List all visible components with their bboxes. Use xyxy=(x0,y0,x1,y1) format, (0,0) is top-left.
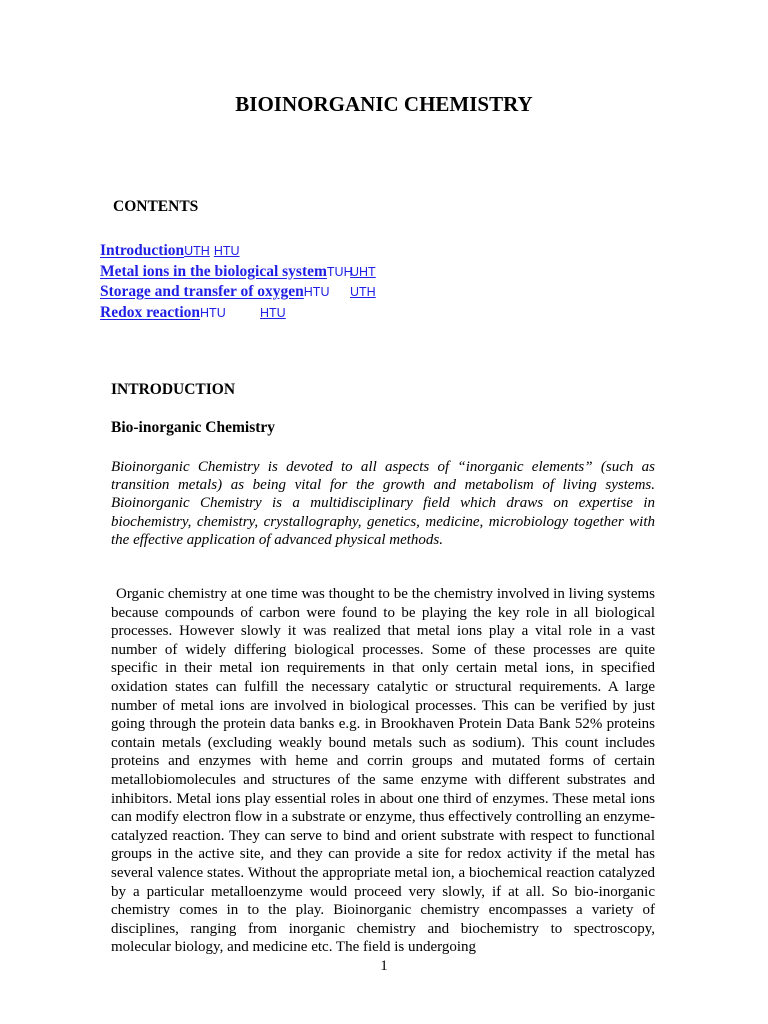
toc-link-storage-oxygen[interactable]: Storage and transfer of oxygen xyxy=(100,283,304,300)
toc-item-redox xyxy=(100,303,353,324)
toc-link-code[interactable]: HTU xyxy=(303,285,330,299)
toc-link-introduction[interactable]: Introduction xyxy=(100,242,185,259)
toc-link-code[interactable]: HTU xyxy=(200,305,226,320)
toc-item-introduction xyxy=(100,241,353,262)
document-title: BIOINORGANIC CHEMISTRY xyxy=(235,92,533,116)
toc-link-code[interactable]: HTU xyxy=(260,305,286,320)
italic-definition-paragraph: Bioinorganic Chemistry is devoted to all aspects of “inorganic elements” (such as transition metals) as being vital for the growth and metabolism of living systems. Bioinorganic Chemistry is a multidisciplinary field which draws on expertise in biochemistry, chemistry, crystallography, genetics, medicine, microbiology together with the effective application of advanced physical methods. xyxy=(111,459,655,548)
toc-item-storage-oxygen xyxy=(100,282,376,303)
toc-link-metal-ions[interactable]: Metal ions in the biological system xyxy=(100,262,327,280)
page-number: 1 xyxy=(380,958,388,974)
toc-item-metal-ions xyxy=(100,262,376,283)
toc-link-code[interactable]: UTH xyxy=(350,285,376,299)
contents-heading: CONTENTS xyxy=(113,198,199,215)
toc-link-code[interactable]: UTH xyxy=(184,244,210,258)
table-of-contents xyxy=(100,241,376,323)
toc-link-code[interactable]: TUH xyxy=(326,264,353,279)
body-paragraph: Organic chemistry at one time was thought to be the chemistry involved in living systems because compounds of carbon were found to be playing the key role in all biological processes. However slowly it was realized that metal ions play a vital role in a vast number of widely differing biological processes. Some of these processes are quite specific in their metal ion requirements in that only certain metal ions, in specified oxidation states can fulfill the necessary catalytic or structural requirements. A large number of metal ions are involved in biological processes. This can be verified by just going through the protein data banks e.g. in Brookhaven Protein Data Bank 52% proteins contain metals (excluding weakly bound metals such as sodium). This count includes proteins and enzymes with heme and corrin groups and mutated forms of certain metallobiomolecules and structures of the same enzyme with different substrates and inhibitors. Metal ions play essential roles in about one third of enzymes. These metal ions can modify electron flow in a substrate or enzyme, thus effectively controlling an enzyme-catalyzed reaction. They can serve to bind and orient substrate with respect to functional groups in the active site, and they can provide a site for redox activity if the metal has several valence states. Without the appropriate metal ion, a biochemical reaction catalyzed by a particular metalloenzyme would proceed very slowly, if at all. So bio-inorganic chemistry comes in to the play. Bioinorganic chemistry encompasses a variety of disciplines, ranging from inorganic chemistry and biochemistry to spectroscopy, molecular biology, and medicine etc. The field is undergoing xyxy=(111,586,655,956)
toc-link-code[interactable]: UHT xyxy=(350,264,376,279)
subsection-heading: Bio-inorganic Chemistry xyxy=(111,419,276,436)
section-heading-introduction: INTRODUCTION xyxy=(111,381,236,398)
toc-link-code[interactable]: HTU xyxy=(213,244,240,258)
toc-link-redox[interactable]: Redox reaction xyxy=(100,303,201,321)
